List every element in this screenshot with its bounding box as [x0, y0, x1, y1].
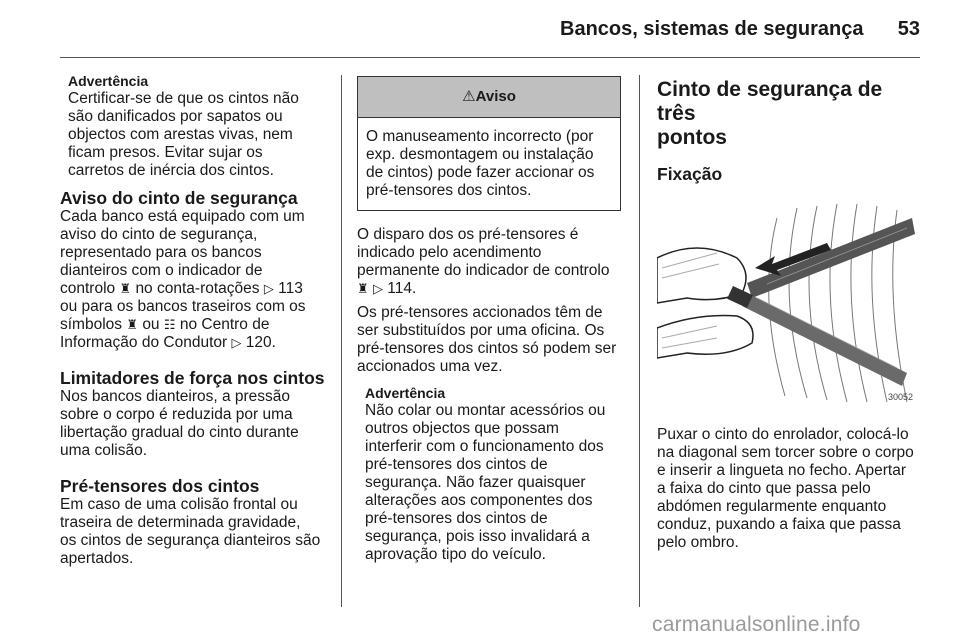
warning-box-title: Aviso — [475, 88, 516, 105]
text-line: indicado pelo acendimento — [357, 244, 542, 261]
column-divider-2 — [639, 75, 640, 607]
note-advertencia-2 — [357, 384, 625, 564]
text-line: sobre o corpo é reduzida por uma — [60, 406, 293, 423]
text-line: alterações aos componentes dos — [365, 492, 593, 509]
section-heading: Pré-tensores dos cintos — [60, 476, 260, 496]
text-line: Certificar-se de que os cintos não — [68, 90, 299, 107]
text-line: os cintos de segurança dianteiros são — [60, 532, 321, 549]
section-pretensioners — [60, 476, 332, 568]
page-number: 53 — [897, 18, 920, 40]
rear-seat-symbol-icon: ☷ — [163, 317, 176, 332]
text-fragment: símbolos — [60, 316, 123, 333]
text-line: pré-tensores dos cintos de — [365, 510, 548, 527]
text-line: ou para os bancos traseiros com os — [60, 298, 306, 315]
text-line: Os pré-tensores accionados têm de — [357, 304, 603, 321]
text-line: accionados uma vez. — [357, 358, 503, 375]
section-heading: Aviso do cinto de segurança — [60, 188, 298, 208]
text-line: apertados. — [60, 550, 134, 567]
warning-box-header — [358, 77, 620, 118]
figure-code: 30052 — [887, 392, 913, 402]
warning-box — [357, 76, 621, 211]
text-line: e inserir a lingueta no fecho. Apertar — [657, 462, 907, 479]
pretensioner-indicator-icon: ♜ — [357, 281, 369, 296]
text-line: aprovação tipo do veículo. — [365, 546, 546, 563]
seatbelt-fastening-illustration — [657, 198, 919, 410]
text-line: permanente do indicador de controlo — [357, 262, 610, 279]
text-fragment: Informação do Condutor — [60, 334, 228, 351]
text-line: pré-tensores dos cintos. — [366, 182, 532, 199]
text-line: ficam presos. Evitar sujar os — [68, 144, 263, 161]
text-line — [357, 280, 625, 298]
section-title-line: Cinto de segurança de três — [657, 78, 883, 125]
text-fragment: no conta-rotações — [135, 280, 260, 297]
section-title — [657, 78, 925, 150]
column-divider-1 — [341, 75, 342, 607]
text-line: dianteiros com o indicador de — [60, 262, 263, 279]
text-line — [60, 280, 332, 298]
section-seatbelt-reminder — [60, 188, 332, 352]
section-force-limiters — [60, 368, 332, 460]
text-line: segurança. Não fazer quaisquer — [365, 474, 586, 491]
paragraph-fastening-instructions — [657, 426, 925, 552]
text-line: O disparo dos os pré-tensores é — [357, 226, 579, 243]
text-line: interferir com o funcionamento dos — [365, 438, 604, 455]
header-rule — [60, 57, 920, 58]
note-title: Advertência — [68, 73, 149, 89]
page-reference[interactable]: 114. — [387, 280, 417, 297]
page-header-title: Bancos, sistemas de segurança — [560, 18, 864, 40]
text-fragment: controlo — [60, 280, 116, 297]
note-advertencia-1 — [60, 72, 332, 180]
text-line: Não colar ou montar acessórios ou — [365, 402, 606, 419]
text-line: objectos com arestas vivas, nem — [68, 126, 293, 143]
text-line: Cada banco está equipado com um — [60, 208, 305, 225]
text-line: são danificados por sapatos ou — [68, 108, 283, 125]
text-line: pré-tensores dos cintos de — [365, 456, 548, 473]
text-line: libertação gradual do cinto durante — [60, 424, 299, 441]
text-line: ser substituídos por uma oficina. Os — [357, 322, 605, 339]
paragraph-trigger-indicator — [357, 226, 625, 298]
text-line: traseira de determinada gravidade, — [60, 514, 301, 531]
text-line: abdómen regularmente enquanto — [657, 498, 887, 515]
text-line: uma colisão. — [60, 442, 148, 459]
text-line: pelo ombro. — [657, 534, 739, 551]
text-line: segurança, pois isso invalidará a — [365, 528, 590, 545]
section-heading: Limitadores de força nos cintos — [60, 368, 325, 388]
text-line: outros objectos que possam — [365, 420, 559, 437]
text-line: pré-tensores dos cintos só podem ser — [357, 340, 617, 357]
text-line — [60, 334, 332, 352]
text-line: exp. desmontagem ou instalação — [366, 146, 594, 163]
seatbelt-icon: ♜ — [126, 317, 138, 332]
reference-arrow-icon: ▷ — [372, 281, 383, 296]
text-line: de cintos) pode fazer accionar os — [366, 164, 595, 181]
page-reference[interactable]: 120. — [245, 334, 276, 351]
text-fragment: no Centro de — [179, 316, 270, 333]
note-title: Advertência — [365, 385, 446, 401]
text-line: Nos bancos dianteiros, a pressão — [60, 388, 291, 405]
text-line: na diagonal sem torcer sobre o corpo — [657, 444, 914, 461]
reference-arrow-icon: ▷ — [231, 335, 242, 350]
text-line — [60, 316, 332, 334]
column-2 — [357, 76, 625, 564]
text-fragment: ou — [142, 316, 160, 333]
warning-triangle-icon: ⚠ — [462, 88, 476, 105]
watermark: carmanualsonline.info — [652, 613, 861, 636]
text-line: carretos de inércia dos cintos. — [68, 162, 274, 179]
text-line: representado para os bancos — [60, 244, 262, 261]
text-line: Em caso de uma colisão frontal ou — [60, 496, 298, 513]
text-line: O manuseamento incorrecto (por — [366, 128, 594, 145]
seatbelt-illustration-svg — [657, 198, 919, 410]
seatbelt-icon: ♜ — [119, 281, 132, 296]
text-line: conduz, puxando a faixa que passa — [657, 516, 901, 533]
text-line: aviso do cinto de segurança, — [60, 226, 258, 243]
paragraph-replacement — [357, 304, 625, 376]
column-1 — [60, 72, 332, 568]
section-title-line: pontos — [657, 126, 727, 149]
column-3 — [657, 78, 925, 552]
warning-box-body — [358, 118, 620, 210]
subsection-heading: Fixação — [657, 164, 723, 184]
reference-arrow-icon: ▷ — [263, 281, 274, 296]
text-line: Puxar o cinto do enrolador, colocá-lo — [657, 426, 909, 443]
text-line: a faixa do cinto que passa pelo — [657, 480, 871, 497]
page-reference[interactable]: 113 — [278, 280, 303, 297]
